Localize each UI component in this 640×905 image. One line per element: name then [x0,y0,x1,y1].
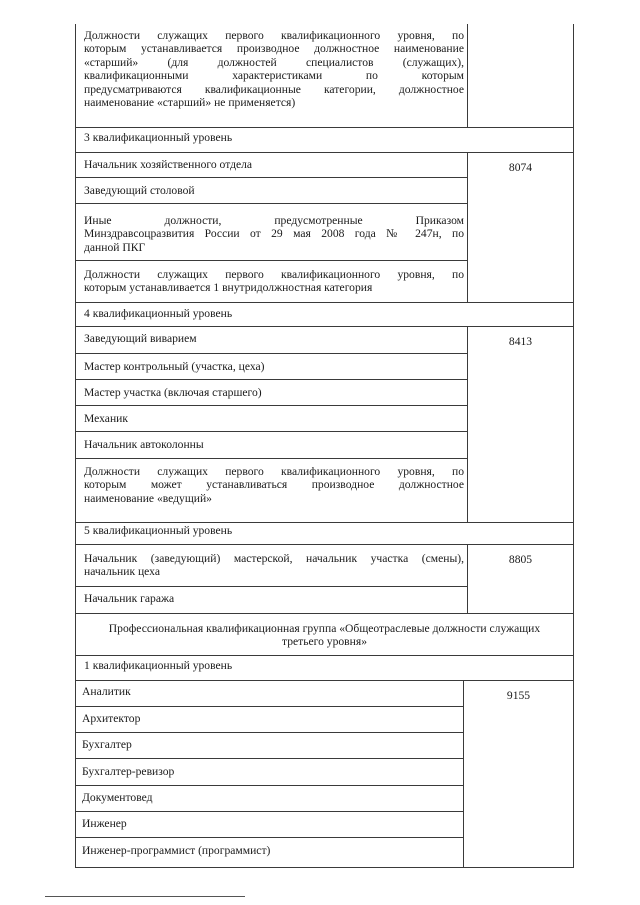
position-cell: Мастер участка (включая старшего) [84,386,262,399]
position-cell: Механик [84,412,128,425]
row-divider [75,680,574,681]
position-cell: Заведующий виварием [84,332,197,345]
position-cell: Инженер-программист (программист) [82,844,271,857]
position-cell: Начальник хозяйственного отдела [84,158,253,171]
salary-table [75,24,574,868]
column-divider [467,326,468,522]
position-cell: Должности служащих первого квалификационного уровня, по которым устанавливается 1 внутридолжностная категория [84,268,464,295]
row-divider [75,458,468,459]
table-border-left [75,24,76,868]
row-divider [75,811,464,812]
row-divider [75,203,468,204]
position-cell: Начальник гаража [84,592,175,605]
salary-value: 9155 [506,689,531,702]
position-cell: Аналитик [82,685,131,698]
group-header: Профессиональная квалификационная группа «Общеотраслевые должности служащих третьего уровня» [108,622,541,649]
column-divider [463,680,464,868]
table-border-bottom [75,867,574,868]
column-divider [467,24,468,128]
position-cell: Должности служащих первого квалификационного уровня, по которым может устанавливаться производное должностное наименование «ведущий» [84,465,464,505]
row-divider [75,655,574,656]
row-divider [75,177,468,178]
row-divider [75,152,574,153]
row-divider [75,613,574,614]
position-cell: Иные должности, предусмотренные Приказом Минздравсоцразвития России от 29 мая 2008 года № 247н, по данной ПКГ [84,214,464,254]
position-cell: Начальник автоколонны [84,438,204,451]
row-divider [75,353,468,354]
qualification-level-header: 3 квалификационный уровень [84,131,233,144]
row-divider [75,758,464,759]
position-cell: Бухгалтер-ревизор [82,765,175,778]
row-divider [75,326,574,327]
position-cell: Начальник (заведующий) мастерской, начальник участка (смены), начальник цеха [84,552,464,579]
salary-value: 8805 [508,553,533,566]
row-divider [75,837,464,838]
position-cell: Архитектор [82,712,141,725]
footnote-rule [45,896,245,897]
row-divider [75,586,468,587]
position-cell: Инженер [82,817,127,830]
column-divider [467,152,468,302]
table-border-right [573,24,574,868]
qualification-level-header: 5 квалификационный уровень [84,524,233,537]
row-divider [75,302,574,303]
row-divider [75,522,574,523]
qualification-level-header: 1 квалификационный уровень [84,659,233,672]
position-cell: Документовед [82,791,153,804]
row-divider [75,405,468,406]
row-divider [75,127,574,128]
position-cell: Должности служащих первого квалификационного уровня, по которым устанавливается производное должностное наименование «старший» (для должностей специалистов (служащих), квалификационными характеристиками по которым предусматриваются квалификационные категории, должностное наименование «старший» не применяется) [84,29,464,110]
row-divider [75,785,464,786]
salary-value: 8074 [508,161,533,174]
row-divider [75,706,464,707]
position-cell: Бухгалтер [82,738,132,751]
row-divider [75,379,468,380]
row-divider [75,544,574,545]
salary-value: 8413 [508,335,533,348]
position-cell: Заведующий столовой [84,184,195,197]
row-divider [75,431,468,432]
row-divider [75,732,464,733]
position-cell: Мастер контрольный (участка, цеха) [84,360,265,373]
qualification-level-header: 4 квалификационный уровень [84,307,233,320]
row-divider [75,260,468,261]
